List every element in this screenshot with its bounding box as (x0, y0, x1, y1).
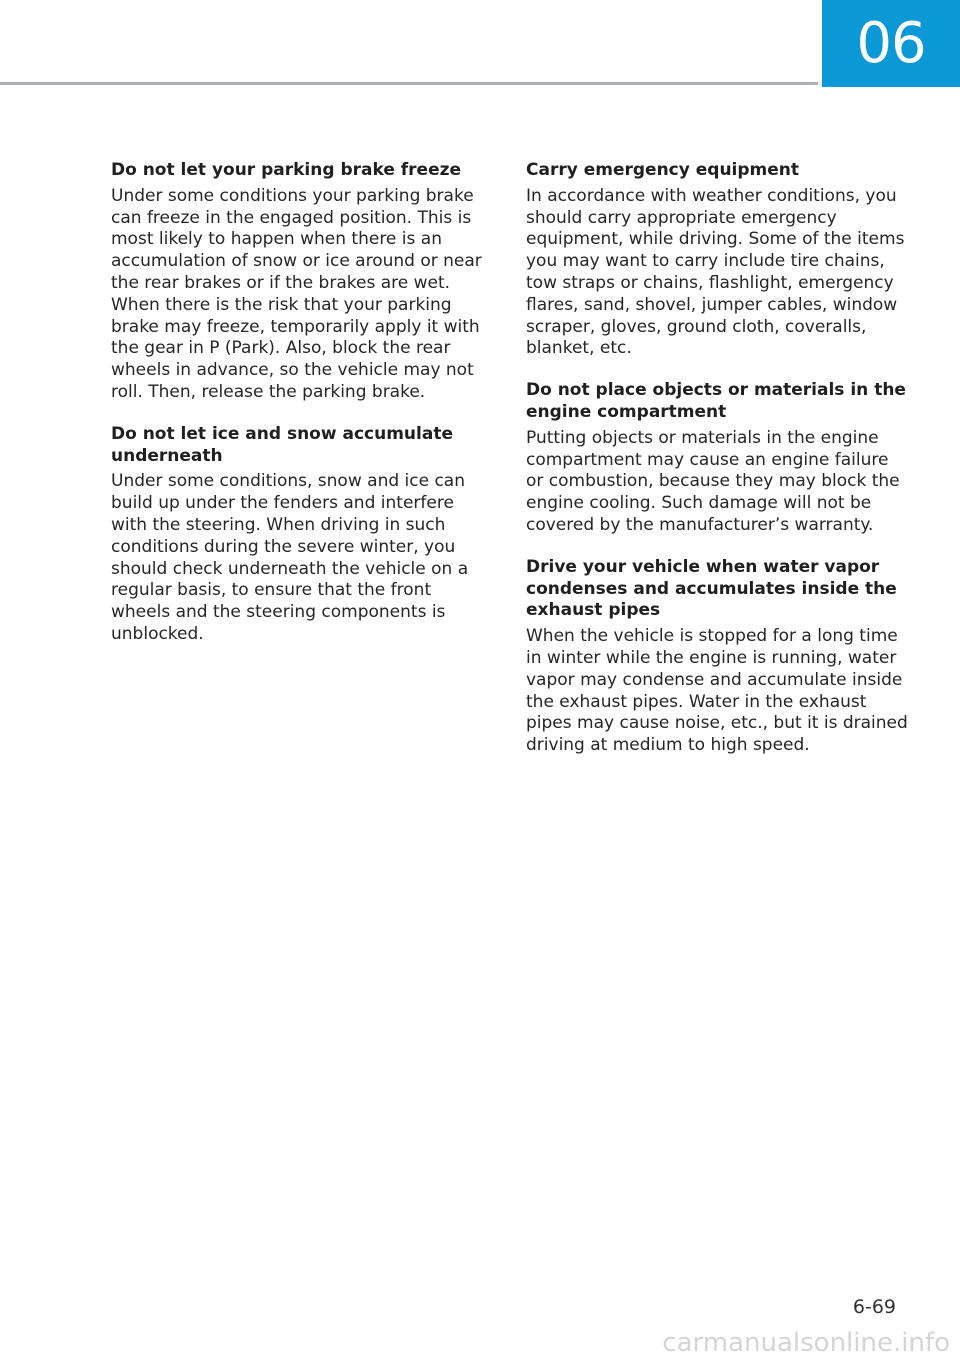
chapter-tab: 06 (822, 0, 960, 87)
section-body: Putting objects or materials in the engine compartment may cause an engine failure or combustion, because they may block the engine cooling. Such damage will not be covered by the manufacturer’s warranty. (526, 427, 900, 535)
section-title: Do not let your parking brake freeze (111, 160, 462, 180)
section-ice-snow-underneath (111, 424, 495, 646)
section-emergency-equipment (526, 160, 910, 360)
left-column (111, 160, 495, 666)
section-body: In accordance with weather conditions, you should carry appropriate emergency equipment, while driving. Some of the items you may want to carry include tire chains, tow straps or chains, flashlight, emergency flares, sand, shovel, jumper cables, window scraper, gloves, ground cloth, coveralls, blanket, etc. (526, 185, 905, 359)
section-title: Do not let ice and snow accumulate underneath (111, 423, 453, 466)
section-title: Do not place objects or materials in the engine compartment (526, 380, 906, 422)
watermark: carmanualsonline.info (662, 1328, 950, 1358)
section-body: Under some conditions, snow and ice can build up under the fenders and interfere with the steering. When driving in such conditions during the severe winter, you should check underneath the vehicle on a regular basis, to ensure that the front wheels and the steering components is unblocked. (111, 471, 469, 644)
section-title: Drive your vehicle when water vapor condenses and accumulates inside the exhaust pipes (526, 556, 897, 621)
header-rule (0, 82, 818, 85)
right-column (526, 160, 910, 777)
section-exhaust-water-vapor (526, 557, 910, 757)
section-title: Carry emergency equipment (526, 160, 800, 180)
section-body: When the vehicle is stopped for a long time in winter while the engine is running, water vapor may condense and accumulate inside the exhaust pipes. Water in the exhaust pipes may cause noise, etc., but it is drained driving at medium to high speed. (526, 626, 908, 756)
section-parking-brake-freeze (111, 160, 495, 404)
page-number: 6-69 (852, 1296, 896, 1318)
section-engine-compartment (526, 380, 910, 537)
section-body: Under some conditions your parking brake can freeze in the engaged position. This is most likely to happen when there is an accumulation of snow or ice around or near the rear brakes or if the brakes are wet. When there is the risk that your parking brake may freeze, temporarily apply it with the gear in P (Park). Also, block the rear wheels in advance, so the vehicle may not roll. Then, release the parking brake. (111, 185, 482, 402)
